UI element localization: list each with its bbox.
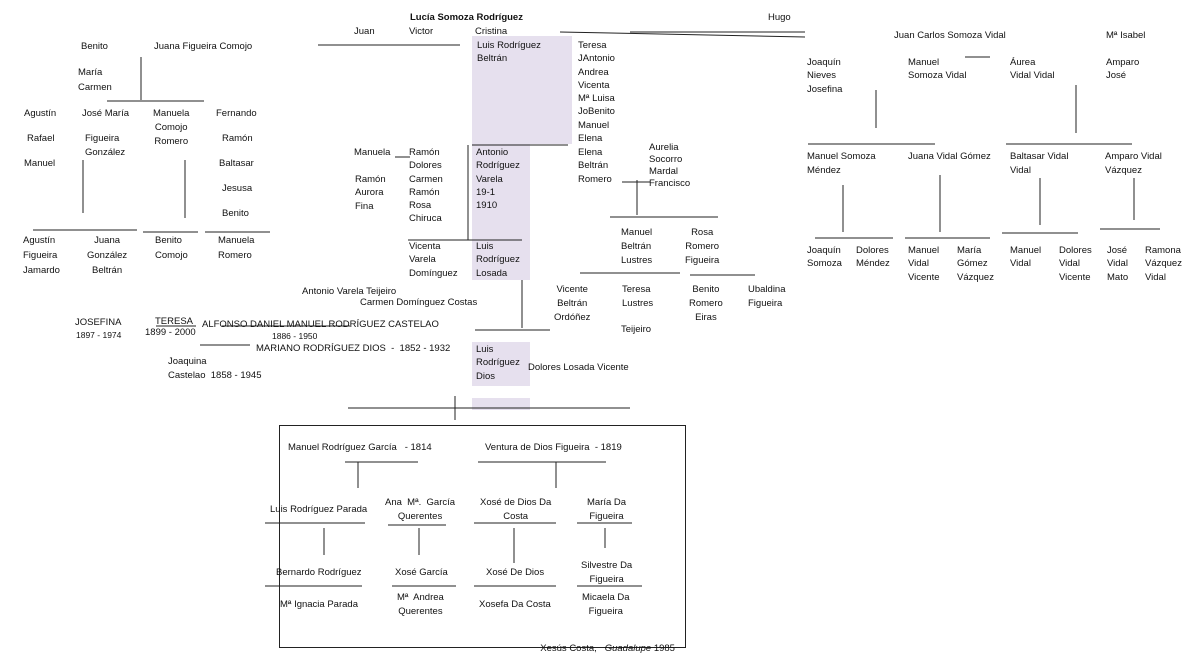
node-xose-garcia: Xosé García <box>395 567 448 578</box>
node-ramon: Ramón <box>222 133 253 144</box>
node-teijeiro: Teijeiro <box>621 324 652 335</box>
node-manuela: Manuela <box>354 147 391 158</box>
node-luis-dios: Luis Rodríguez Dios <box>476 344 520 382</box>
node-alfonso-dates: 1886 - 1950 <box>272 331 318 341</box>
node-agustin-figueira: Agustín Figueira Jamardo <box>23 235 60 276</box>
node-amparo-jose: Amparo José <box>1106 57 1140 82</box>
node-joaquin-somoza: Joaquín Somoza <box>807 245 842 270</box>
node-josefina: JOSEFINA <box>75 317 122 328</box>
node-maria-carmen: María Carmen <box>78 67 112 93</box>
node-vicente-beltran: Vicente Beltrán Ordóñez <box>554 284 591 323</box>
node-rafael: Rafael <box>27 133 55 144</box>
node-rosa-romero: Rosa Romero Figueira <box>685 227 720 266</box>
node-bernardo: Bernardo Rodríguez <box>276 567 362 578</box>
connector <box>560 32 805 37</box>
node-hugo: Hugo <box>768 12 791 23</box>
node-manuel-vidal-vicente: Manuel Vidal Vicente <box>908 245 940 283</box>
node-baltasar: Baltasar <box>219 158 254 169</box>
node-manuel-somoza-mendez: Manuel Somoza Méndez <box>807 151 876 176</box>
node-luis-parada: Luis Rodríguez Parada <box>270 504 368 515</box>
node-jose-maria: José María <box>82 108 129 119</box>
node-agustin: Agustín <box>24 108 57 119</box>
node-juana-vidal: Juana Vidal Gómez <box>908 151 991 162</box>
credit-line <box>535 629 675 656</box>
node-dolores-vidal: Dolores Vidal Vicente <box>1059 245 1092 283</box>
node-victor: Victor <box>409 26 434 37</box>
node-manuel-beltran: Manuel Beltrán Lustres <box>621 227 653 266</box>
node-elena: Elena Beltrán Romero <box>578 147 612 185</box>
node-juan-carlos: Juan Carlos Somoza Vidal <box>894 30 1006 41</box>
node-joaquin: Joaquín Nieves Josefina <box>807 57 843 95</box>
node-jose-vidal: José Vidal Mato <box>1107 245 1129 283</box>
node-ramona: Ramona Vázquez Vidal <box>1145 245 1182 283</box>
node-dolores-losada: Dolores Losada Vicente <box>528 362 629 373</box>
node-juana-figueira: Juana Figueira Comojo <box>154 41 253 52</box>
node-mariano: MARIANO RODRÍGUEZ DIOS - 1852 - 1932 <box>256 343 451 354</box>
node-antonio: Antonio Rodríguez Varela 19-1 1910 <box>476 147 520 212</box>
credit-author: Xesús Costa, <box>540 643 597 655</box>
node-manuel: Manuel <box>24 158 56 169</box>
node-maria-gomez: María Gómez Vázquez <box>957 245 994 283</box>
node-ma-isabel: Mª Isabel <box>1106 30 1146 41</box>
node-xose-costa: Xosé de Dios Da Costa <box>480 497 552 522</box>
node-manuel-garcia: Manuel Rodríguez García - 1814 <box>288 442 432 453</box>
node-jesusa: Jesusa <box>222 183 253 194</box>
node-baltasar-vidal: Baltasar Vidal Vidal <box>1010 151 1069 176</box>
node-amparo-vidal: Amparo Vidal Vázquez <box>1105 151 1162 176</box>
node-ventura: Ventura de Dios Figueira - 1819 <box>485 442 622 453</box>
diagram-title: Lucía Somoza Rodríguez <box>410 12 523 23</box>
node-benito-2: Benito <box>222 208 249 219</box>
node-aurelia: Aurelia Socorro Mardal Francisco <box>649 142 691 189</box>
node-micaela: Micaela Da Figueira <box>582 592 630 617</box>
node-ramon-dolores: Ramón Dolores Carmen Ramón Rosa Chiruca <box>409 147 443 225</box>
node-maria-figueira: María Da Figueira <box>587 497 627 522</box>
node-benito: Benito <box>81 41 108 52</box>
credit-place: Guadalupe <box>604 643 652 655</box>
node-manuela-comojo: Manuela Comojo Romero <box>153 108 190 147</box>
node-silvestre: Silvestre Da Figueira <box>581 560 633 585</box>
node-benito-comojo: Benito Comojo <box>155 235 188 261</box>
node-dolores-mendez: Dolores Méndez <box>856 245 890 270</box>
node-ana-garcia: Ana Mª. García Querentes <box>385 497 456 522</box>
node-fernando: Fernando <box>216 108 257 119</box>
node-benito-romero: Benito Romero Eiras <box>689 284 723 323</box>
credit-year: 1985 <box>653 643 675 655</box>
node-josefina-dates: 1897 - 1974 <box>76 330 122 340</box>
node-teresa-lustres: Teresa Lustres <box>622 284 654 309</box>
node-luis-losada: Luis Rodríguez Losada <box>476 241 520 279</box>
node-ubaldina: Ubaldina Figueira <box>748 284 786 309</box>
node-siblings: Teresa JAntonio Andrea Vicenta Mª Luisa JoBenito Manuel Elena <box>578 40 615 145</box>
node-teresa-dates: 1899 - 2000 <box>145 327 196 338</box>
node-xose-dedios: Xosé De Dios <box>486 567 545 578</box>
node-carmen-dominguez: Carmen Domínguez Costas <box>360 297 478 308</box>
node-joaquina: Joaquina Castelao 1858 - 1945 <box>168 356 262 381</box>
node-manuel-somoza: Manuel Somoza Vidal <box>908 57 967 82</box>
node-cristina: Cristina <box>475 26 508 37</box>
node-ramon-aurora-fina: Ramón Aurora Fina <box>355 174 386 212</box>
node-manuela-romero: Manuela Romero <box>218 235 255 261</box>
node-figueira-gonzalez: Figueira González <box>85 133 126 158</box>
node-aurea: Áurea Vidal Vidal <box>1010 57 1055 82</box>
node-antonio-varela: Antonio Varela Teijeiro <box>302 286 397 297</box>
node-vicenta: Vicenta Varela Domínguez <box>409 241 458 279</box>
node-alfonso: ALFONSO DANIEL MANUEL RODRÍGUEZ CASTELAO <box>202 319 439 330</box>
node-ignacia: Mª Ignacia Parada <box>280 599 358 610</box>
node-xosefa: Xosefa Da Costa <box>479 599 551 610</box>
node-juan: Juan <box>354 26 375 37</box>
node-juana-gonzalez: Juana González Beltrán <box>87 235 128 276</box>
node-luis-beltran: Luis Rodríguez Beltrán <box>477 40 541 65</box>
node-teresa: TERESA <box>155 316 194 327</box>
node-manuel-vidal: Manuel Vidal <box>1010 245 1042 270</box>
node-andrea: Mª Andrea Querentes <box>397 592 444 617</box>
